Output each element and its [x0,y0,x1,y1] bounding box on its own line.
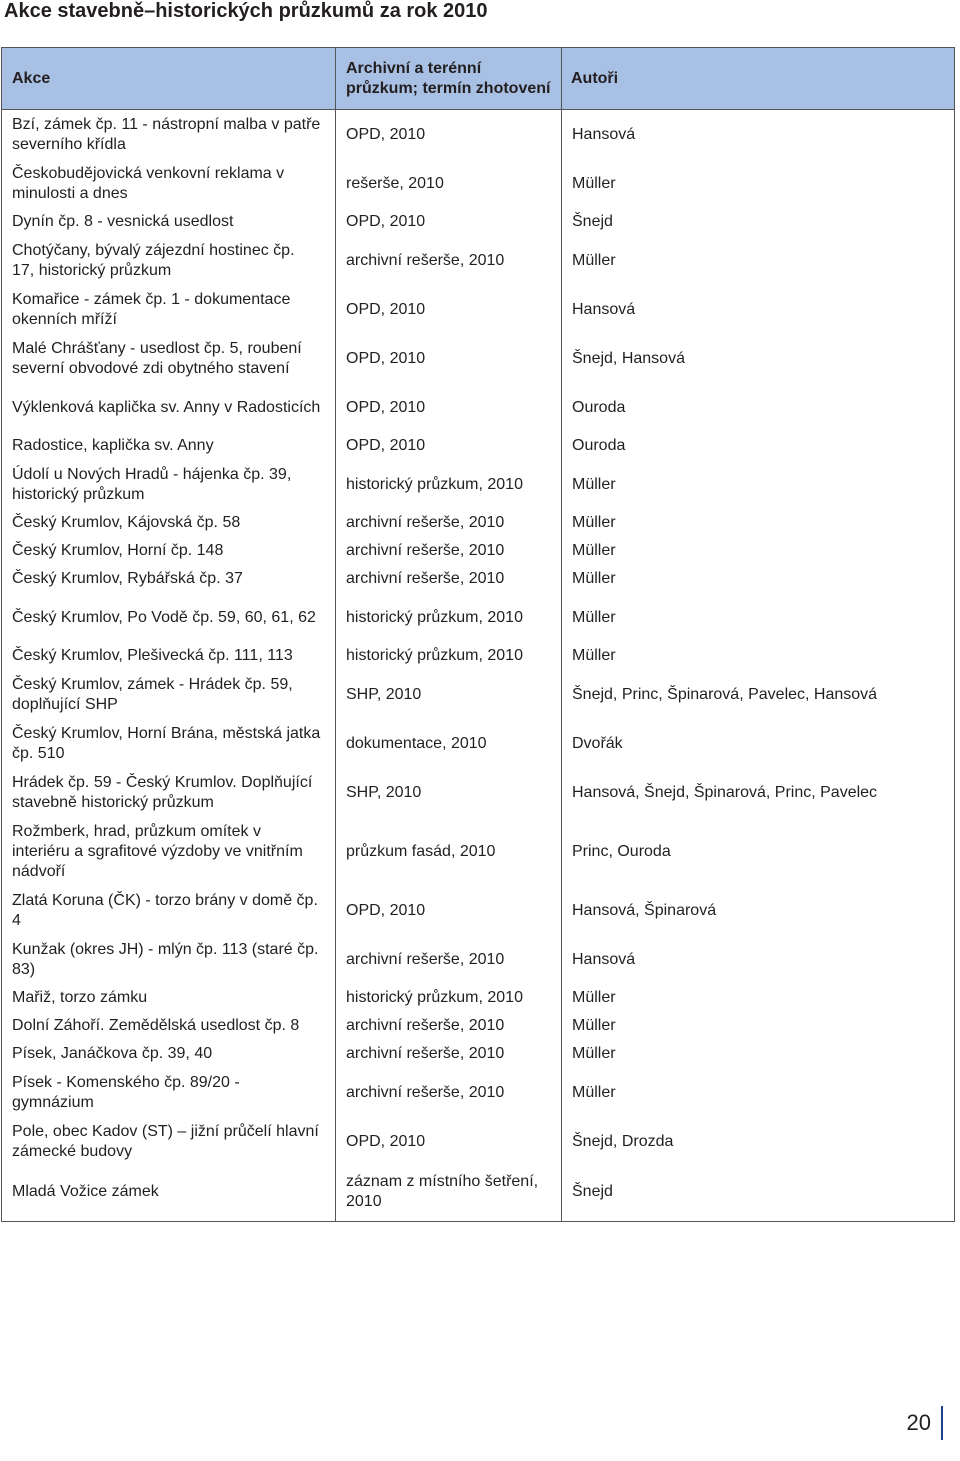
page-number: 20 [907,1406,943,1440]
header-autori: Autoři [562,48,955,110]
cell-autori: Hansová [562,285,955,334]
cell-pruzkum: SHP, 2010 [336,768,562,817]
table-header-row [2,48,955,110]
table-body [2,110,955,1222]
cell-autori: Dvořák [562,719,955,768]
cell-pruzkum: archivní rešerše, 2010 [336,565,562,593]
cell-autori: Princ, Ouroda [562,817,955,886]
table-row [2,334,955,383]
cell-akce: Písek - Komenského čp. 89/20 - gymnázium [2,1068,336,1117]
cell-pruzkum: historický průzkum, 2010 [336,984,562,1012]
cell-akce: Malé Chrášťany - usedlost čp. 5, roubení severní obvodové zdi obytného stavení [2,334,336,383]
table-row [2,768,955,817]
cell-autori: Hansová, Šnejd, Špinarová, Princ, Pavelec [562,768,955,817]
cell-akce: Dolní Záhoří. Zemědělská usedlost čp. 8 [2,1012,336,1040]
cell-akce: Mladá Vožice zámek [2,1166,336,1222]
cell-autori: Müller [562,509,955,537]
cell-autori: Müller [562,565,955,593]
cell-akce: Český Krumlov, Plešivecká čp. 111, 113 [2,642,336,670]
cell-pruzkum: SHP, 2010 [336,670,562,719]
table-row [2,593,955,642]
cell-pruzkum: průzkum fasád, 2010 [336,817,562,886]
cell-pruzkum: OPD, 2010 [336,432,562,460]
cell-autori: Ouroda [562,383,955,432]
cell-pruzkum: záznam z místního šetření, 2010 [336,1166,562,1222]
table-row [2,886,955,935]
table-row [2,509,955,537]
cell-pruzkum: archivní rešerše, 2010 [336,236,562,285]
cell-akce: Český Krumlov, Po Vodě čp. 59, 60, 61, 62 [2,593,336,642]
page-title: Akce stavebně–historických průzkumů za rok 2010 [4,0,488,22]
cell-autori: Müller [562,1068,955,1117]
cell-autori: Hansová [562,110,955,160]
cell-autori: Müller [562,159,955,208]
cell-akce: Rožmberk, hrad, průzkum omítek v interiéru a sgrafitové výzdoby ve vnitřním nádvoří [2,817,336,886]
cell-akce: Písek, Janáčkova čp. 39, 40 [2,1040,336,1068]
table-row [2,1040,955,1068]
cell-akce: Hrádek čp. 59 - Český Krumlov. Doplňující stavebně historický průzkum [2,768,336,817]
table-row [2,1068,955,1117]
table-row [2,565,955,593]
cell-autori: Ouroda [562,432,955,460]
cell-pruzkum: archivní rešerše, 2010 [336,509,562,537]
cell-pruzkum: historický průzkum, 2010 [336,642,562,670]
cell-autori: Müller [562,593,955,642]
cell-akce: Český Krumlov, Rybářská čp. 37 [2,565,336,593]
cell-pruzkum: OPD, 2010 [336,285,562,334]
cell-pruzkum: OPD, 2010 [336,886,562,935]
cell-pruzkum: OPD, 2010 [336,208,562,236]
cell-akce: Zlatá Koruna (ČK) - torzo brány v domě čp. 4 [2,886,336,935]
cell-akce: Kunžak (okres JH) - mlýn čp. 113 (staré čp. 83) [2,935,336,984]
cell-pruzkum: archivní rešerše, 2010 [336,935,562,984]
cell-autori: Šnejd [562,1166,955,1222]
cell-akce: Komařice - zámek čp. 1 - dokumentace okenních mříží [2,285,336,334]
table-row [2,984,955,1012]
table-row [2,1117,955,1166]
cell-akce: Bzí, zámek čp. 11 - nástropní malba v patře severního křídla [2,110,336,160]
table-row [2,537,955,565]
table-row [2,460,955,509]
table-row [2,1012,955,1040]
cell-autori: Hansová, Špinarová [562,886,955,935]
cell-akce: Český Krumlov, zámek - Hrádek čp. 59, doplňující SHP [2,670,336,719]
cell-akce: Radostice, kaplička sv. Anny [2,432,336,460]
cell-pruzkum: historický průzkum, 2010 [336,460,562,509]
table-row [2,383,955,432]
cell-pruzkum: OPD, 2010 [336,383,562,432]
table-row [2,159,955,208]
header-pruzkum: Archivní a terénní průzkum; termín zhotovení [336,48,562,110]
cell-pruzkum: OPD, 2010 [336,1117,562,1166]
cell-autori: Müller [562,236,955,285]
table-row [2,935,955,984]
cell-autori: Müller [562,537,955,565]
cell-akce: Český Krumlov, Horní čp. 148 [2,537,336,565]
cell-autori: Hansová [562,935,955,984]
table-row [2,670,955,719]
table-row [2,208,955,236]
table-row [2,817,955,886]
cell-pruzkum: archivní rešerše, 2010 [336,1012,562,1040]
cell-pruzkum: archivní rešerše, 2010 [336,537,562,565]
table-row [2,285,955,334]
cell-autori: Müller [562,460,955,509]
surveys-table [1,47,955,1222]
cell-autori: Müller [562,984,955,1012]
cell-autori: Müller [562,1040,955,1068]
cell-akce: Údolí u Nových Hradů - hájenka čp. 39, historický průzkum [2,460,336,509]
cell-akce: Mařiž, torzo zámku [2,984,336,1012]
cell-pruzkum: OPD, 2010 [336,110,562,160]
cell-akce: Dynín čp. 8 - vesnická usedlost [2,208,336,236]
table-row [2,236,955,285]
cell-autori: Müller [562,642,955,670]
cell-pruzkum: OPD, 2010 [336,334,562,383]
cell-akce: Český Krumlov, Kájovská čp. 58 [2,509,336,537]
table-row [2,110,955,160]
cell-pruzkum: rešerše, 2010 [336,159,562,208]
cell-pruzkum: dokumentace, 2010 [336,719,562,768]
table-row [2,432,955,460]
cell-autori: Šnejd, Princ, Špinarová, Pavelec, Hansová [562,670,955,719]
cell-autori: Šnejd [562,208,955,236]
cell-pruzkum: historický průzkum, 2010 [336,593,562,642]
table-row [2,719,955,768]
cell-akce: Výklenková kaplička sv. Anny v Radosticích [2,383,336,432]
table-row [2,642,955,670]
cell-akce: Českobudějovická venkovní reklama v minulosti a dnes [2,159,336,208]
cell-autori: Šnejd, Drozda [562,1117,955,1166]
cell-autori: Šnejd, Hansová [562,334,955,383]
cell-pruzkum: archivní rešerše, 2010 [336,1068,562,1117]
cell-akce: Pole, obec Kadov (ST) – jižní průčelí hlavní zámecké budovy [2,1117,336,1166]
header-akce: Akce [2,48,336,110]
table-row [2,1166,955,1222]
cell-akce: Chotýčany, bývalý zájezdní hostinec čp. 17, historický průzkum [2,236,336,285]
cell-akce: Český Krumlov, Horní Brána, městská jatka čp. 510 [2,719,336,768]
cell-autori: Müller [562,1012,955,1040]
cell-pruzkum: archivní rešerše, 2010 [336,1040,562,1068]
